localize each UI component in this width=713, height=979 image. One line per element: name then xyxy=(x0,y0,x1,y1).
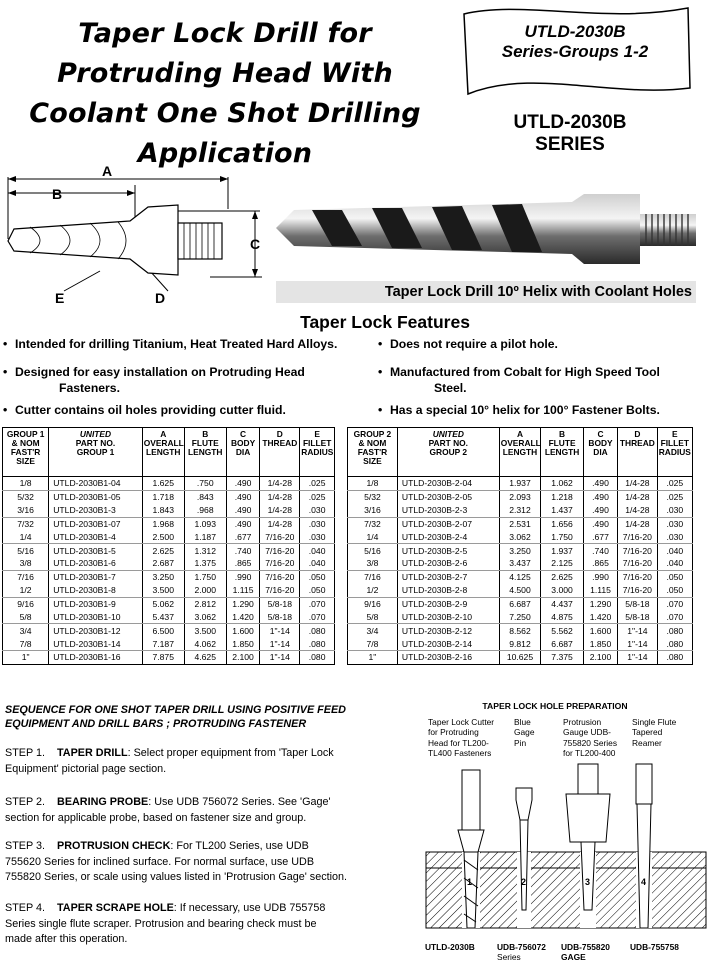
tool-number: 1 xyxy=(467,877,473,887)
table-row xyxy=(3,557,335,570)
banner-label: UTLD-2030B Series-Groups 1-2 xyxy=(501,22,649,61)
table-cell: UTLD-2030B1-16 xyxy=(49,650,143,664)
table-cell: 1.750 xyxy=(541,530,584,543)
table-cell: .050 xyxy=(657,584,692,597)
table-cell: UTLD-2030B1-8 xyxy=(49,584,143,597)
prep-title: TAPER LOCK HOLE PREPARATION xyxy=(482,701,628,711)
table-cell: 7.875 xyxy=(142,650,184,664)
table-cell: 7/16-20 xyxy=(260,530,300,543)
table-cell: 2.625 xyxy=(541,570,584,583)
table-cell: .030 xyxy=(300,517,335,530)
feature-item: • Designed for easy installation on Protruding Head Fasteners. xyxy=(3,365,305,395)
table-row xyxy=(348,624,693,637)
table-cell: .490 xyxy=(226,517,260,530)
table-cell: .990 xyxy=(583,570,617,583)
dim-label-e: E xyxy=(55,290,65,306)
table-cell: 1.290 xyxy=(583,597,617,610)
table-cell: 1.312 xyxy=(184,544,226,557)
col-header-e: E FILLET RADIUS xyxy=(300,428,335,477)
table-row xyxy=(348,504,693,517)
table-cell: 3/8 xyxy=(348,557,398,570)
table-cell: 9/16 xyxy=(3,597,49,610)
series-label: UTLD-2030B SERIES xyxy=(513,112,627,155)
table-cell: 6.500 xyxy=(142,624,184,637)
table-cell: UTLD-2030B1-10 xyxy=(49,610,143,623)
col-header-b: B FLUTE LENGTH xyxy=(184,428,226,477)
col-header-size: GROUP 2 & NOM FAST'R SIZE xyxy=(348,428,398,477)
table-row xyxy=(348,544,693,557)
tool-number: 2 xyxy=(521,877,527,887)
prep-bottom-label: UTLD-2030B xyxy=(425,942,475,952)
col-header-size: GROUP 1 & NOM FAST'R SIZE xyxy=(3,428,49,477)
table-cell: .080 xyxy=(300,650,335,664)
table-cell: 1.375 xyxy=(184,557,226,570)
table-cell: .050 xyxy=(657,570,692,583)
prep-label-pin: Blue Gage Pin xyxy=(514,717,535,748)
spec-table-group-2 xyxy=(347,427,693,665)
table-cell: 7/16-20 xyxy=(618,530,657,543)
table-cell: 1/4-28 xyxy=(618,517,657,530)
table-cell: UTLD-2030B1-6 xyxy=(49,557,143,570)
table-cell: 5/8-18 xyxy=(260,597,300,610)
table-cell: .677 xyxy=(226,530,260,543)
table-row xyxy=(348,570,693,583)
table-row xyxy=(3,490,335,503)
table-row xyxy=(3,477,335,491)
feature-item: • Cutter contains oil holes providing cutter fluid. xyxy=(3,403,286,417)
table-cell: 1.968 xyxy=(142,517,184,530)
table-cell: .080 xyxy=(300,637,335,650)
table-cell: .025 xyxy=(300,477,335,491)
table-cell: .080 xyxy=(657,650,692,664)
table-cell: .490 xyxy=(583,477,617,491)
table-cell: 7.187 xyxy=(142,637,184,650)
table-cell: 1/8 xyxy=(348,477,398,491)
table-cell: .025 xyxy=(300,490,335,503)
table-cell: 7/16 xyxy=(3,570,49,583)
table-cell: 7/16-20 xyxy=(618,557,657,570)
table-cell: 1"-14 xyxy=(618,637,657,650)
col-header-b: B FLUTE LENGTH xyxy=(541,428,584,477)
col-header-e: E FILLET RADIUS xyxy=(657,428,692,477)
table-cell: 7.250 xyxy=(499,610,541,623)
feature-item: • Does not require a pilot hole. xyxy=(378,337,558,351)
table-cell: 7/16-20 xyxy=(260,584,300,597)
table-cell: 3.250 xyxy=(499,544,541,557)
table-cell: 1.420 xyxy=(226,610,260,623)
table-row xyxy=(3,530,335,543)
table-cell: 7/8 xyxy=(348,637,398,650)
table-cell: 4.625 xyxy=(184,650,226,664)
table-row xyxy=(3,650,335,664)
table-cell: 7.375 xyxy=(541,650,584,664)
table-cell: 2.812 xyxy=(184,597,226,610)
title-line: Taper Lock Drill for xyxy=(78,18,372,49)
table-cell: .750 xyxy=(184,477,226,491)
col-header-a: A OVERALL LENGTH xyxy=(142,428,184,477)
table-cell: 1.625 xyxy=(142,477,184,491)
table-cell: .490 xyxy=(226,504,260,517)
table-cell: 5.562 xyxy=(541,624,584,637)
table-cell: UTLD-2030B1-07 xyxy=(49,517,143,530)
table-cell: 1.187 xyxy=(184,530,226,543)
table-cell: 1/4 xyxy=(348,530,398,543)
table-cell: 1/4 xyxy=(3,530,49,543)
table-cell: 1/4-28 xyxy=(618,490,657,503)
table-cell: 1"-14 xyxy=(618,650,657,664)
table-cell: .040 xyxy=(657,544,692,557)
table-cell: .677 xyxy=(583,530,617,543)
table-cell: 2.093 xyxy=(499,490,541,503)
table-cell: 2.500 xyxy=(142,530,184,543)
table-row xyxy=(348,584,693,597)
table-cell: 4.500 xyxy=(499,584,541,597)
table-cell: UTLD-2030B-2-3 xyxy=(397,504,499,517)
table-cell: .865 xyxy=(583,557,617,570)
table-cell: 1/4-28 xyxy=(260,504,300,517)
table-cell: 1.843 xyxy=(142,504,184,517)
table-cell: 5/8 xyxy=(348,610,398,623)
tool-number: 3 xyxy=(585,877,591,887)
table-cell: 2.000 xyxy=(184,584,226,597)
table-cell: UTLD-2030B-2-6 xyxy=(397,557,499,570)
table-cell: 1.600 xyxy=(583,624,617,637)
table-cell: 1.937 xyxy=(499,477,541,491)
table-cell: 5.437 xyxy=(142,610,184,623)
prep-bottom-label: UDB-756072 Series xyxy=(497,942,546,962)
table-cell: UTLD-2030B1-04 xyxy=(49,477,143,491)
table-cell: .843 xyxy=(184,490,226,503)
table-cell: UTLD-2030B-2-7 xyxy=(397,570,499,583)
step-3: STEP 3. PROTRUSION CHECK: For TL200 Series, use UDB 755620 Series for inclined surface. For normal surface, use UDB 755820 Series, or scale using values listed in 'Protrusion Gage' section. xyxy=(5,840,348,883)
table-cell: 3/8 xyxy=(3,557,49,570)
col-header-c: C BODY DIA xyxy=(226,428,260,477)
table-cell: 6.687 xyxy=(541,637,584,650)
table-cell: UTLD-2030B1-4 xyxy=(49,530,143,543)
table-row xyxy=(3,544,335,557)
table-cell: .030 xyxy=(300,530,335,543)
table-cell: 1" xyxy=(3,650,49,664)
table-cell: 7/32 xyxy=(348,517,398,530)
table-cell: 8.562 xyxy=(499,624,541,637)
table-cell: .490 xyxy=(583,517,617,530)
table-cell: 7/16-20 xyxy=(260,544,300,557)
table-cell: UTLD-2030B1-14 xyxy=(49,637,143,650)
table-cell: 2.125 xyxy=(541,557,584,570)
table-cell: 1.850 xyxy=(226,637,260,650)
table-cell: .990 xyxy=(226,570,260,583)
table-cell: .040 xyxy=(657,557,692,570)
table-cell: 4.875 xyxy=(541,610,584,623)
table-cell: UTLD-2030B-2-5 xyxy=(397,544,499,557)
table-cell: UTLD-2030B-2-16 xyxy=(397,650,499,664)
table-cell: UTLD-2030B1-7 xyxy=(49,570,143,583)
table-cell: 5/32 xyxy=(3,490,49,503)
table-cell: 1/8 xyxy=(3,477,49,491)
table-cell: UTLD-2030B-2-07 xyxy=(397,517,499,530)
table-cell: 10.625 xyxy=(499,650,541,664)
table-row xyxy=(348,477,693,491)
table-cell: .040 xyxy=(300,557,335,570)
title-line: Protruding Head With xyxy=(57,58,393,89)
table-cell: 7/32 xyxy=(3,517,49,530)
table-cell: 7/8 xyxy=(3,637,49,650)
table-cell: .030 xyxy=(300,504,335,517)
features-title: Taper Lock Features xyxy=(300,312,470,332)
table-row xyxy=(3,610,335,623)
table-cell: .040 xyxy=(300,544,335,557)
table-cell: 1"-14 xyxy=(618,624,657,637)
tool-number: 4 xyxy=(641,877,647,887)
table-row xyxy=(348,517,693,530)
table-cell: .070 xyxy=(300,597,335,610)
table-cell: 4.125 xyxy=(499,570,541,583)
table-cell: 7/16-20 xyxy=(260,570,300,583)
table-cell: 1.750 xyxy=(184,570,226,583)
table-cell: .490 xyxy=(583,490,617,503)
table-cell: .030 xyxy=(657,517,692,530)
table-cell: 1.600 xyxy=(226,624,260,637)
table-cell: 2.312 xyxy=(499,504,541,517)
title-line: Coolant One Shot Drilling xyxy=(29,98,421,129)
table-cell: 3/16 xyxy=(348,504,398,517)
table-cell: 3.062 xyxy=(184,610,226,623)
table-cell: 5/8-18 xyxy=(618,610,657,623)
table-cell: 7/16-20 xyxy=(618,544,657,557)
table-cell: 1.437 xyxy=(541,504,584,517)
table-cell: UTLD-2030B-2-14 xyxy=(397,637,499,650)
table-cell: .968 xyxy=(184,504,226,517)
spec-table-group-1 xyxy=(2,427,335,665)
drill-photo xyxy=(272,180,702,280)
table-cell: 5/16 xyxy=(3,544,49,557)
table-cell: 3.250 xyxy=(142,570,184,583)
table-cell: .070 xyxy=(657,610,692,623)
sequence-title: SEQUENCE FOR ONE SHOT TAPER DRILL USING POSITIVE FEED EQUIPMENT AND DRILL BARS ; PROTRUDING FASTENER xyxy=(5,704,346,730)
table-cell: .865 xyxy=(226,557,260,570)
drill-dimension-diagram xyxy=(0,165,272,310)
prep-label-reamer: Single Flute Tapered Reamer xyxy=(632,717,677,748)
table-cell: .080 xyxy=(657,637,692,650)
table-cell: .030 xyxy=(657,530,692,543)
table-cell: 4.062 xyxy=(184,637,226,650)
table-cell: .080 xyxy=(300,624,335,637)
table-cell: 2.687 xyxy=(142,557,184,570)
table-row xyxy=(348,557,693,570)
table-cell: .490 xyxy=(583,504,617,517)
table-cell: 2.625 xyxy=(142,544,184,557)
table-cell: 1.093 xyxy=(184,517,226,530)
title-line: Application xyxy=(137,138,313,169)
table-cell: 5/8-18 xyxy=(260,610,300,623)
table-row xyxy=(348,597,693,610)
table-cell: .050 xyxy=(300,584,335,597)
table-cell: 1.062 xyxy=(541,477,584,491)
table-cell: 3.062 xyxy=(499,530,541,543)
prep-label-gauge: Protrusion Gauge UDB- 755820 Series for TL200-400 xyxy=(563,717,618,758)
prep-label-cutter: Taper Lock Cutter for Protruding Head for TL200- TL400 Fasteners xyxy=(428,717,495,758)
dim-label-b: B xyxy=(52,186,63,202)
table-cell: 7/16-20 xyxy=(260,557,300,570)
table-cell: 7/16 xyxy=(348,570,398,583)
table-cell: 1.290 xyxy=(226,597,260,610)
table-cell: 5/8 xyxy=(3,610,49,623)
table-cell: 1.420 xyxy=(583,610,617,623)
table-cell: 1/4-28 xyxy=(260,490,300,503)
table-cell: .070 xyxy=(657,597,692,610)
table-cell: 1/4-28 xyxy=(618,477,657,491)
table-cell: UTLD-2030B-2-12 xyxy=(397,624,499,637)
table-cell: 3/4 xyxy=(348,624,398,637)
table-row xyxy=(3,597,335,610)
table-row xyxy=(348,650,693,664)
table-cell: .490 xyxy=(226,490,260,503)
table-row xyxy=(3,504,335,517)
table-cell: 2.100 xyxy=(583,650,617,664)
table-cell: UTLD-2030B-2-4 xyxy=(397,530,499,543)
table-cell: .025 xyxy=(657,477,692,491)
table-cell: 5.062 xyxy=(142,597,184,610)
table-row xyxy=(348,637,693,650)
table-cell: .740 xyxy=(226,544,260,557)
table-cell: 3/4 xyxy=(3,624,49,637)
table-cell: 1.115 xyxy=(583,584,617,597)
table-cell: 1.850 xyxy=(583,637,617,650)
table-cell: UTLD-2030B1-12 xyxy=(49,624,143,637)
table-cell: UTLD-2030B1-9 xyxy=(49,597,143,610)
table-cell: UTLD-2030B1-3 xyxy=(49,504,143,517)
dim-label-a: A xyxy=(102,165,113,179)
table-cell: .050 xyxy=(300,570,335,583)
table-cell: UTLD-2030B1-05 xyxy=(49,490,143,503)
table-cell: .025 xyxy=(657,490,692,503)
col-header-part: UNITED PART NO. GROUP 1 xyxy=(49,428,143,477)
table-cell: 1.937 xyxy=(541,544,584,557)
table-cell: 3.000 xyxy=(541,584,584,597)
table-cell: 7/16-20 xyxy=(618,584,657,597)
table-cell: 9.812 xyxy=(499,637,541,650)
table-cell: 1" xyxy=(348,650,398,664)
table-cell: 1.656 xyxy=(541,517,584,530)
table-cell: 1/4-28 xyxy=(618,504,657,517)
table-cell: UTLD-2030B-2-10 xyxy=(397,610,499,623)
col-header-c: C BODY DIA xyxy=(583,428,617,477)
table-cell: 4.437 xyxy=(541,597,584,610)
table-row xyxy=(348,490,693,503)
table-cell: 1/2 xyxy=(3,584,49,597)
table-row xyxy=(3,637,335,650)
table-cell: 5/16 xyxy=(348,544,398,557)
table-cell: UTLD-2030B-2-9 xyxy=(397,597,499,610)
table-cell: 3.500 xyxy=(184,624,226,637)
prep-bottom-label: UDB-755820 GAGE xyxy=(561,942,610,962)
col-header-part: UNITED PART NO. GROUP 2 xyxy=(397,428,499,477)
table-cell: 5/8-18 xyxy=(618,597,657,610)
table-cell: .740 xyxy=(583,544,617,557)
step-1: STEP 1. TAPER DRILL: Select proper equipment from 'Taper Lock Equipment' pictorial page section. xyxy=(5,747,334,775)
table-cell: 3/16 xyxy=(3,504,49,517)
table-cell: UTLD-2030B-2-05 xyxy=(397,490,499,503)
table-cell: .490 xyxy=(226,477,260,491)
table-row xyxy=(348,530,693,543)
step-2: STEP 2. BEARING PROBE: Use UDB 756072 Series. See 'Gage' section for applicable probe, based on fastener size and group. xyxy=(5,796,331,824)
table-cell: .030 xyxy=(657,504,692,517)
table-cell: 3.437 xyxy=(499,557,541,570)
col-header-d: D THREAD xyxy=(260,428,300,477)
table-cell: 1.718 xyxy=(142,490,184,503)
table-row xyxy=(3,517,335,530)
table-cell: 2.100 xyxy=(226,650,260,664)
table-cell: 3.500 xyxy=(142,584,184,597)
step-4: STEP 4. TAPER SCRAPE HOLE: If necessary, use UDB 755758 Series single flute scraper. Protrusion and bearing check must be made after this operation. xyxy=(5,902,326,945)
prep-bottom-label: UDB-755758 xyxy=(630,942,679,952)
table-cell: .070 xyxy=(300,610,335,623)
table-row xyxy=(3,624,335,637)
table-cell: 1.218 xyxy=(541,490,584,503)
table-cell: 1/2 xyxy=(348,584,398,597)
table-cell: 6.687 xyxy=(499,597,541,610)
table-cell: UTLD-2030B1-5 xyxy=(49,544,143,557)
table-cell: 5/32 xyxy=(348,490,398,503)
table-cell: UTLD-2030B-2-04 xyxy=(397,477,499,491)
col-header-d: D THREAD xyxy=(618,428,657,477)
table-cell: UTLD-2030B-2-8 xyxy=(397,584,499,597)
dim-label-c: C xyxy=(250,236,261,252)
table-row xyxy=(3,570,335,583)
feature-item: • Intended for drilling Titanium, Heat Treated Hard Alloys. xyxy=(3,337,338,351)
page-title xyxy=(0,14,450,174)
table-cell: 1"-14 xyxy=(260,624,300,637)
drill-caption: Taper Lock Drill 10º Helix with Coolant Holes xyxy=(276,281,696,303)
hole-prep-diagram xyxy=(420,760,713,938)
table-cell: 1"-14 xyxy=(260,650,300,664)
table-cell: 1.115 xyxy=(226,584,260,597)
col-header-a: A OVERALL LENGTH xyxy=(499,428,541,477)
table-cell: 2.531 xyxy=(499,517,541,530)
table-cell: 1/4-28 xyxy=(260,477,300,491)
table-cell: 9/16 xyxy=(348,597,398,610)
table-row xyxy=(348,610,693,623)
feature-item: • Has a special 10° helix for 100° Fastener Bolts. xyxy=(378,403,660,417)
table-cell: .080 xyxy=(657,624,692,637)
dim-label-d: D xyxy=(155,290,166,306)
feature-item: • Manufactured from Cobalt for High Speed Tool Steel. xyxy=(378,365,660,395)
table-row xyxy=(3,584,335,597)
table-cell: 7/16-20 xyxy=(618,570,657,583)
table-cell: 1/4-28 xyxy=(260,517,300,530)
table-cell: 1"-14 xyxy=(260,637,300,650)
